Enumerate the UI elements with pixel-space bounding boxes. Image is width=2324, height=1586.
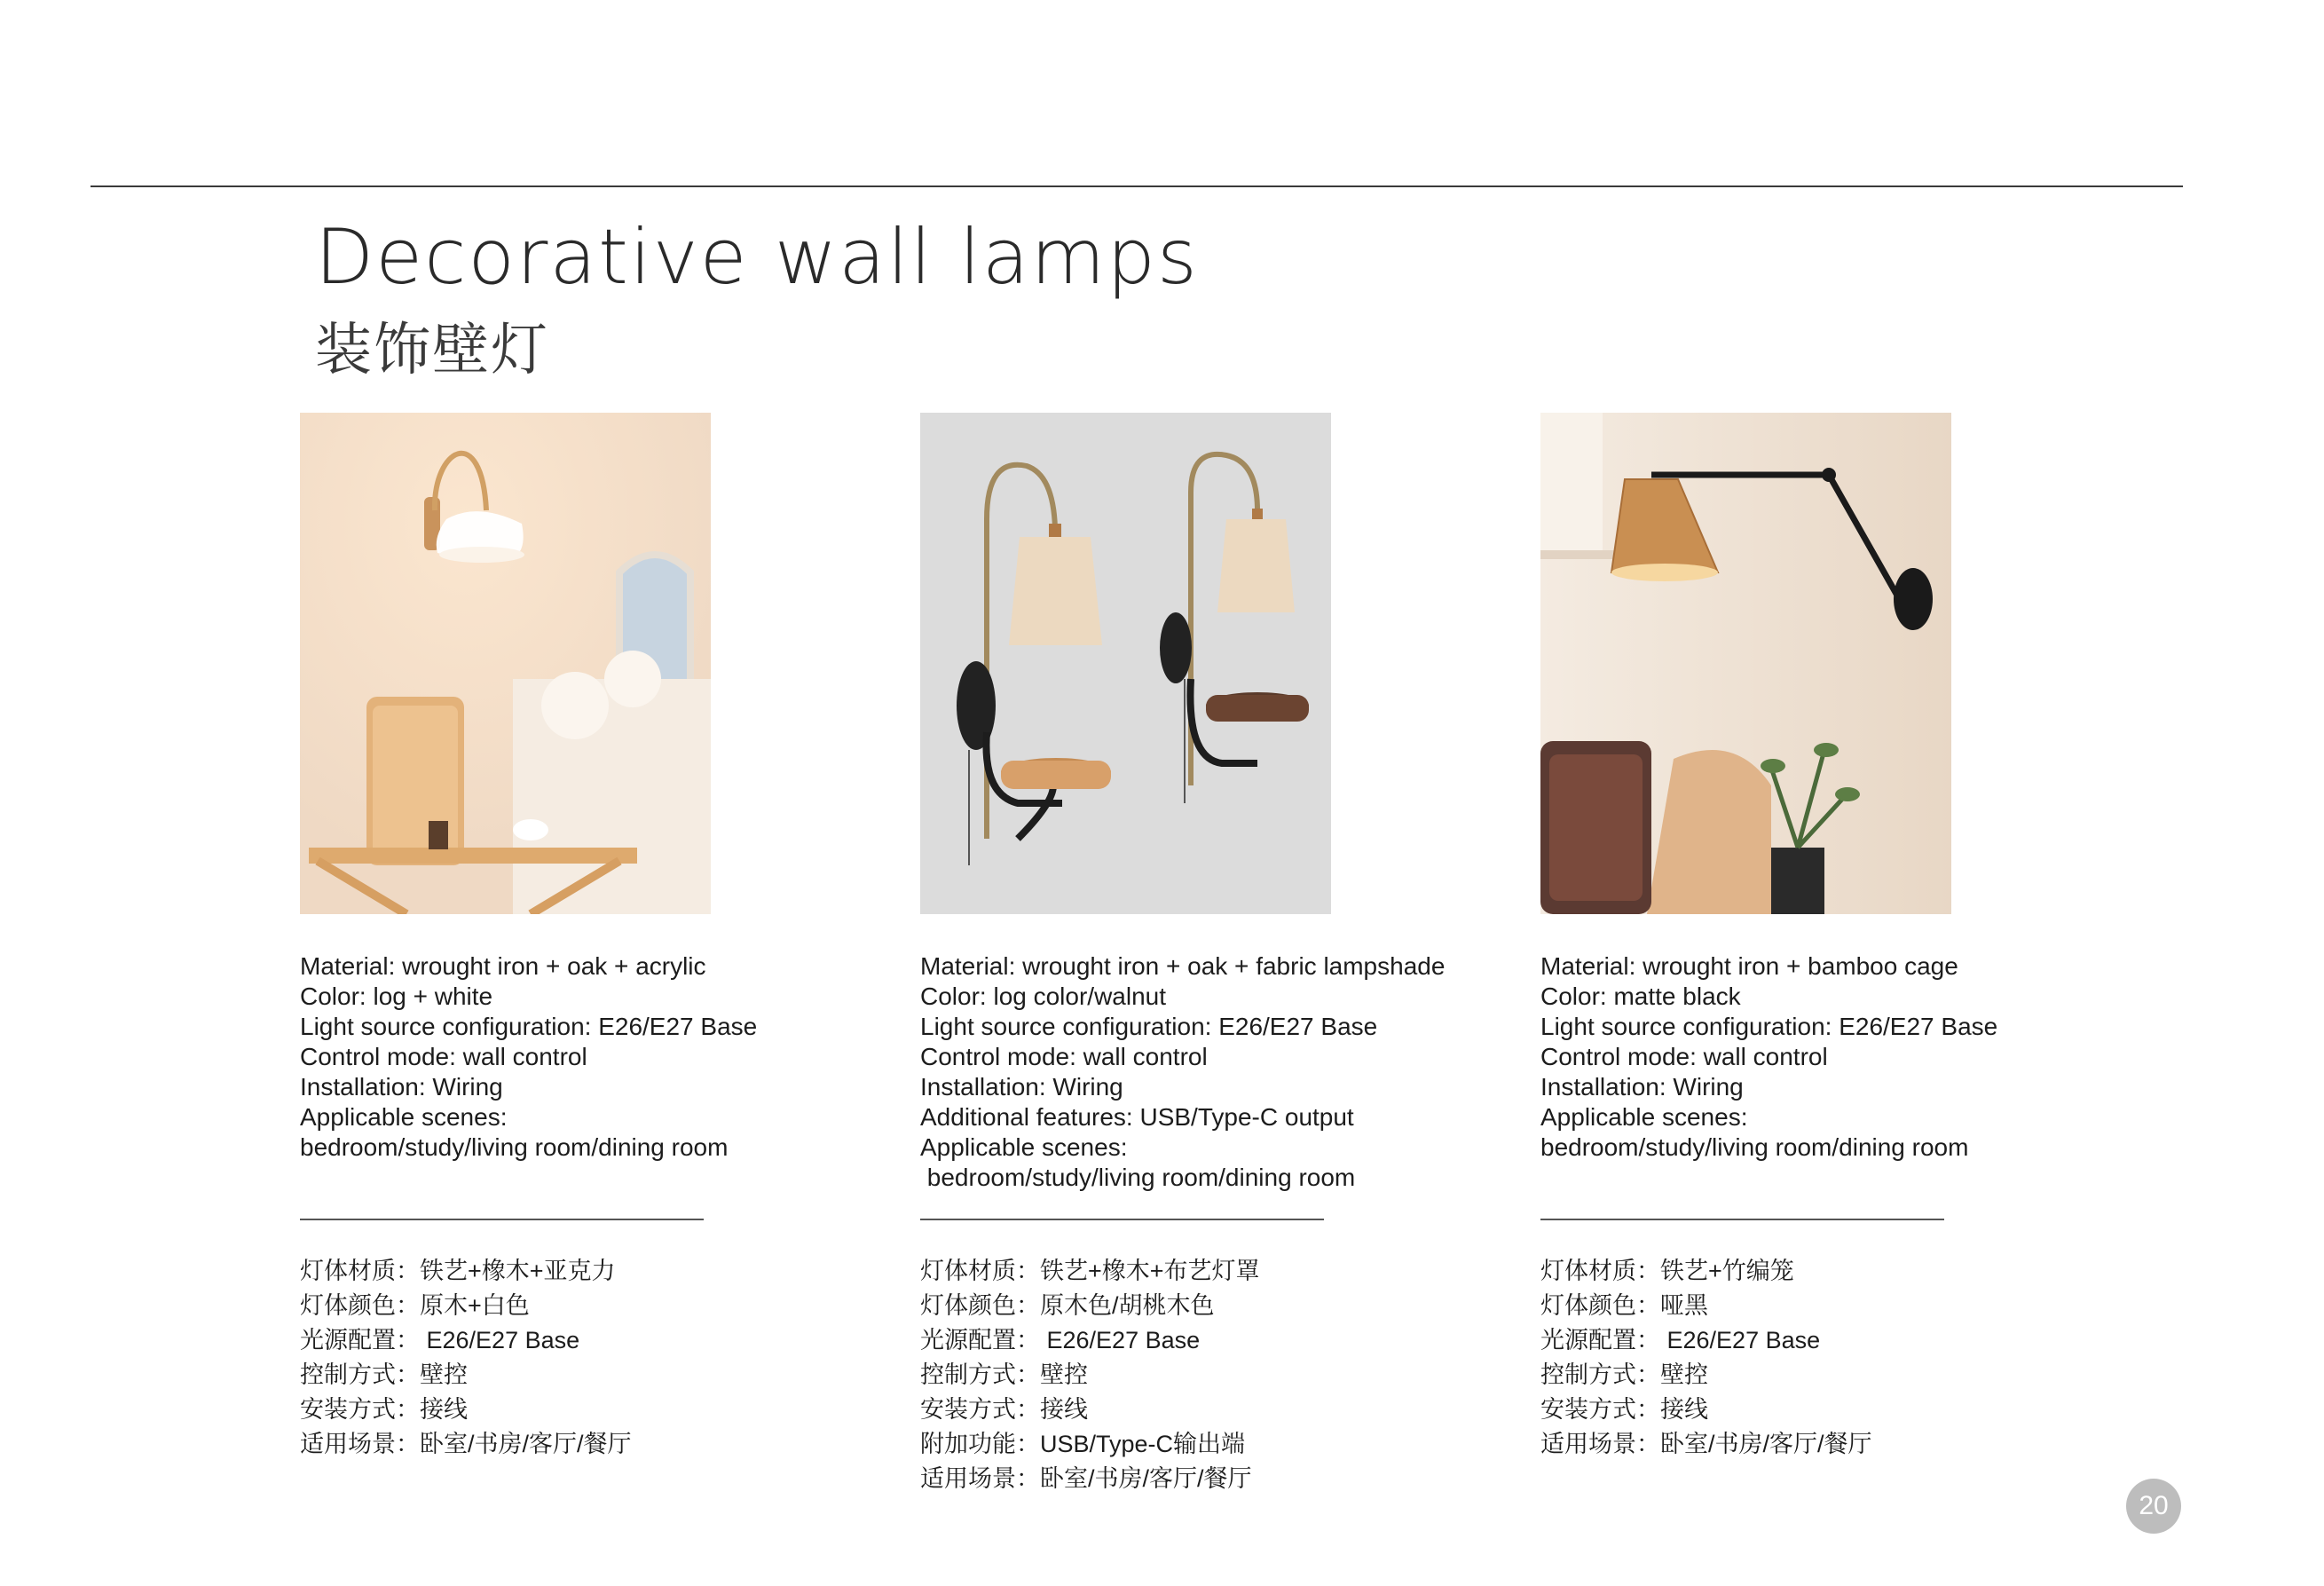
product-card-1: [300, 413, 868, 1462]
top-rule: [91, 185, 2183, 187]
spec-line: Color: log + white: [300, 982, 493, 1010]
spec-line: 灯体材质：铁艺+竹编笼: [1540, 1258, 1794, 1284]
spec-line: Applicable scenes:: [300, 1103, 508, 1131]
product-photo-1: [300, 413, 711, 914]
spec-line: Control mode: wall control: [1540, 1043, 1828, 1070]
spec-line: 适用场景：卧室/书房/客厅/餐厅: [1540, 1431, 1872, 1457]
spec-divider: [300, 1219, 704, 1220]
spec-divider: [1540, 1219, 1944, 1220]
spec-line: 适用场景：卧室/书房/客厅/餐厅: [300, 1431, 632, 1457]
product-photo-3: [1540, 413, 1951, 914]
spec-line: 控制方式：壁控: [1540, 1361, 1708, 1388]
product-specs-cn-3: [1540, 1254, 2108, 1462]
spec-line: Color: log color/walnut: [920, 982, 1167, 1010]
spec-line: 光源配置： E26/E27 Base: [920, 1327, 1201, 1353]
spec-line: Light source configuration: E26/E27 Base: [300, 1013, 758, 1040]
product-card-3: [1540, 413, 2108, 1462]
spec-line: Material: wrought iron + bamboo cage: [1540, 952, 1958, 980]
spec-line: 控制方式：壁控: [920, 1361, 1088, 1388]
spec-line: bedroom/study/living room/dining room: [920, 1164, 1356, 1191]
product-specs-cn-2: [920, 1254, 1488, 1496]
spec-line: 适用场景：卧室/书房/客厅/餐厅: [920, 1465, 1252, 1492]
spec-line: 灯体材质：铁艺+橡木+布艺灯罩: [920, 1258, 1260, 1284]
spec-line: 灯体颜色：哑黑: [1540, 1292, 1708, 1319]
spec-line: Installation: Wiring: [300, 1073, 503, 1101]
spec-line: Light source configuration: E26/E27 Base: [920, 1013, 1378, 1040]
product-card-2: [920, 413, 1488, 1496]
spec-line: Installation: Wiring: [920, 1073, 1123, 1101]
spec-line: Control mode: wall control: [300, 1043, 587, 1070]
product-specs-en-2: [920, 951, 1488, 1193]
spec-divider: [920, 1219, 1324, 1220]
spec-line: 控制方式：壁控: [300, 1361, 468, 1388]
spec-line: bedroom/study/living room/dining room: [1540, 1133, 1969, 1161]
product-specs-cn-1: [300, 1254, 868, 1462]
spec-line: Additional features: USB/Type-C output: [920, 1103, 1354, 1131]
product-specs-en-3: [1540, 951, 2108, 1163]
page-number-badge: 20: [2126, 1479, 2181, 1534]
product-specs-en-1: [300, 951, 868, 1163]
spec-line: Applicable scenes:: [1540, 1103, 1748, 1131]
page-title-chinese: 装饰壁灯: [315, 318, 549, 383]
spec-line: 灯体颜色：原木色/胡桃木色: [920, 1292, 1215, 1319]
spec-line: bedroom/study/living room/dining room: [300, 1133, 729, 1161]
spec-line: Light source configuration: E26/E27 Base: [1540, 1013, 1998, 1040]
spec-line: Material: wrought iron + oak + fabric lampshade: [920, 952, 1446, 980]
spec-line: Control mode: wall control: [920, 1043, 1208, 1070]
spec-line: 安装方式：接线: [300, 1396, 468, 1423]
spec-line: Applicable scenes:: [920, 1133, 1128, 1161]
product-photo-2: [920, 413, 1331, 914]
spec-line: 灯体颜色：原木+白色: [300, 1292, 530, 1319]
spec-line: Material: wrought iron + oak + acrylic: [300, 952, 706, 980]
spec-line: 附加功能：USB/Type-C输出端: [920, 1431, 1246, 1457]
spec-line: 光源配置： E26/E27 Base: [1540, 1327, 1821, 1353]
spec-line: 安装方式：接线: [920, 1396, 1088, 1423]
page-title: Decorative wall lamps: [315, 213, 1199, 302]
spec-line: 灯体材质：铁艺+橡木+亚克力: [300, 1258, 616, 1284]
spec-line: 光源配置： E26/E27 Base: [300, 1327, 580, 1353]
spec-line: Color: matte black: [1540, 982, 1741, 1010]
spec-line: Installation: Wiring: [1540, 1073, 1744, 1101]
spec-line: 安装方式：接线: [1540, 1396, 1708, 1423]
